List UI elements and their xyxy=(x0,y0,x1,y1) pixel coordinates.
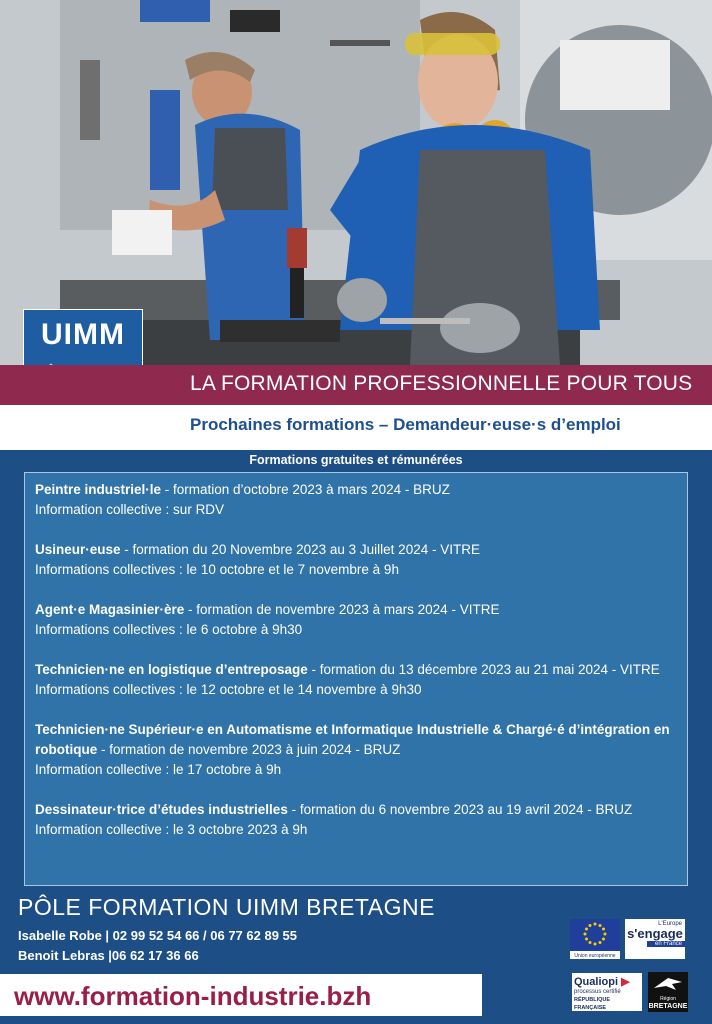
region-bird-icon xyxy=(648,972,688,994)
course-title: Peintre industriel·le xyxy=(35,482,162,497)
europe-engage-logo xyxy=(625,919,685,959)
qualiopi-rf: RÉPUBLIQUE FRANÇAISE xyxy=(574,997,611,1011)
course-item xyxy=(35,660,677,700)
contact-isabelle: Isabelle Robe | 02 99 52 54 66 / 06 77 62 89 55 xyxy=(18,928,297,943)
region-bretagne-logo xyxy=(648,972,688,1012)
course-details: - formation du 6 novembre 2023 au 19 avril 2024 - BRUZ xyxy=(287,802,633,817)
logo-brand: UIMM xyxy=(41,318,125,351)
course-title: Technicien·ne en logistique d’entreposage xyxy=(35,662,308,677)
course-title: Usineur·euse xyxy=(35,542,121,557)
course-info: Information collective : sur RDV xyxy=(35,502,225,517)
course-item xyxy=(35,480,677,520)
course-info: Informations collectives : le 10 octobre et le 7 novembre à 9h xyxy=(35,562,399,577)
qualiopi-brand: Qualiopi ▶ xyxy=(574,976,630,988)
subtitle: Prochaines formations – Demandeur·euse·s d’emploi xyxy=(190,415,621,434)
pole-title: PÔLE FORMATION UIMM BRETAGNE xyxy=(18,894,435,920)
free-paid-label: Formations gratuites et rémunérées xyxy=(249,453,463,467)
qualiopi-arrow-icon: ▶ xyxy=(621,976,630,988)
course-info: Information collective : le 3 octobre 2023 à 9h xyxy=(35,822,308,837)
course-title: Technicien·ne Supérieur·e en Automatisme et Informatique Industrielle & Chargé·é d’intégration en robotique xyxy=(35,722,670,757)
course-info: Informations collectives : le 12 octobre et le 14 novembre à 9h30 xyxy=(35,682,422,697)
headline-title: LA FORMATION PROFESSIONNELLE POUR TOUS xyxy=(190,372,693,395)
course-details: - formation d’octobre 2023 à mars 2024 - BRUZ xyxy=(161,482,450,497)
course-details: - formation de novembre 2023 à mars 2024 - VITRE xyxy=(184,602,500,617)
eu-flag-logo xyxy=(570,919,620,959)
region-small: Région xyxy=(660,996,676,1002)
qualiopi-logo xyxy=(572,973,642,1011)
course-title: Dessinateur·trice d’études industrielles xyxy=(35,802,288,817)
courses-box xyxy=(24,472,688,886)
engage-brand: s'engage xyxy=(627,926,683,941)
contact-benoit: Benoit Lebras |06 62 17 36 66 xyxy=(18,948,199,963)
course-details: - formation du 13 décembre 2023 au 21 mai 2024 - VITRE xyxy=(307,662,660,677)
engage-sub: en France xyxy=(647,941,685,947)
course-title: Agent·e Magasinier·ère xyxy=(35,602,185,617)
course-details: - formation du 20 Novembre 2023 au 3 Juillet 2024 - VITRE xyxy=(120,542,480,557)
engage-top: L'Europe xyxy=(658,921,682,927)
course-info: Informations collectives : le 6 octobre à 9h30 xyxy=(35,622,303,637)
course-item xyxy=(35,540,677,580)
course-details: - formation de novembre 2023 à juin 2024 - BRUZ xyxy=(97,742,401,757)
qualiopi-sub: processus certifié xyxy=(574,989,621,995)
region-name: BRETAGNE xyxy=(648,1003,688,1010)
course-info: Information collective : le 17 octobre à 9h xyxy=(35,762,282,777)
course-item xyxy=(35,600,677,640)
website-link[interactable]: www.formation-industrie.bzh xyxy=(14,981,372,1011)
course-item xyxy=(35,800,677,840)
course-item xyxy=(35,720,677,780)
eu-caption: Union européenne xyxy=(570,951,620,959)
eu-stars-icon xyxy=(570,919,620,949)
